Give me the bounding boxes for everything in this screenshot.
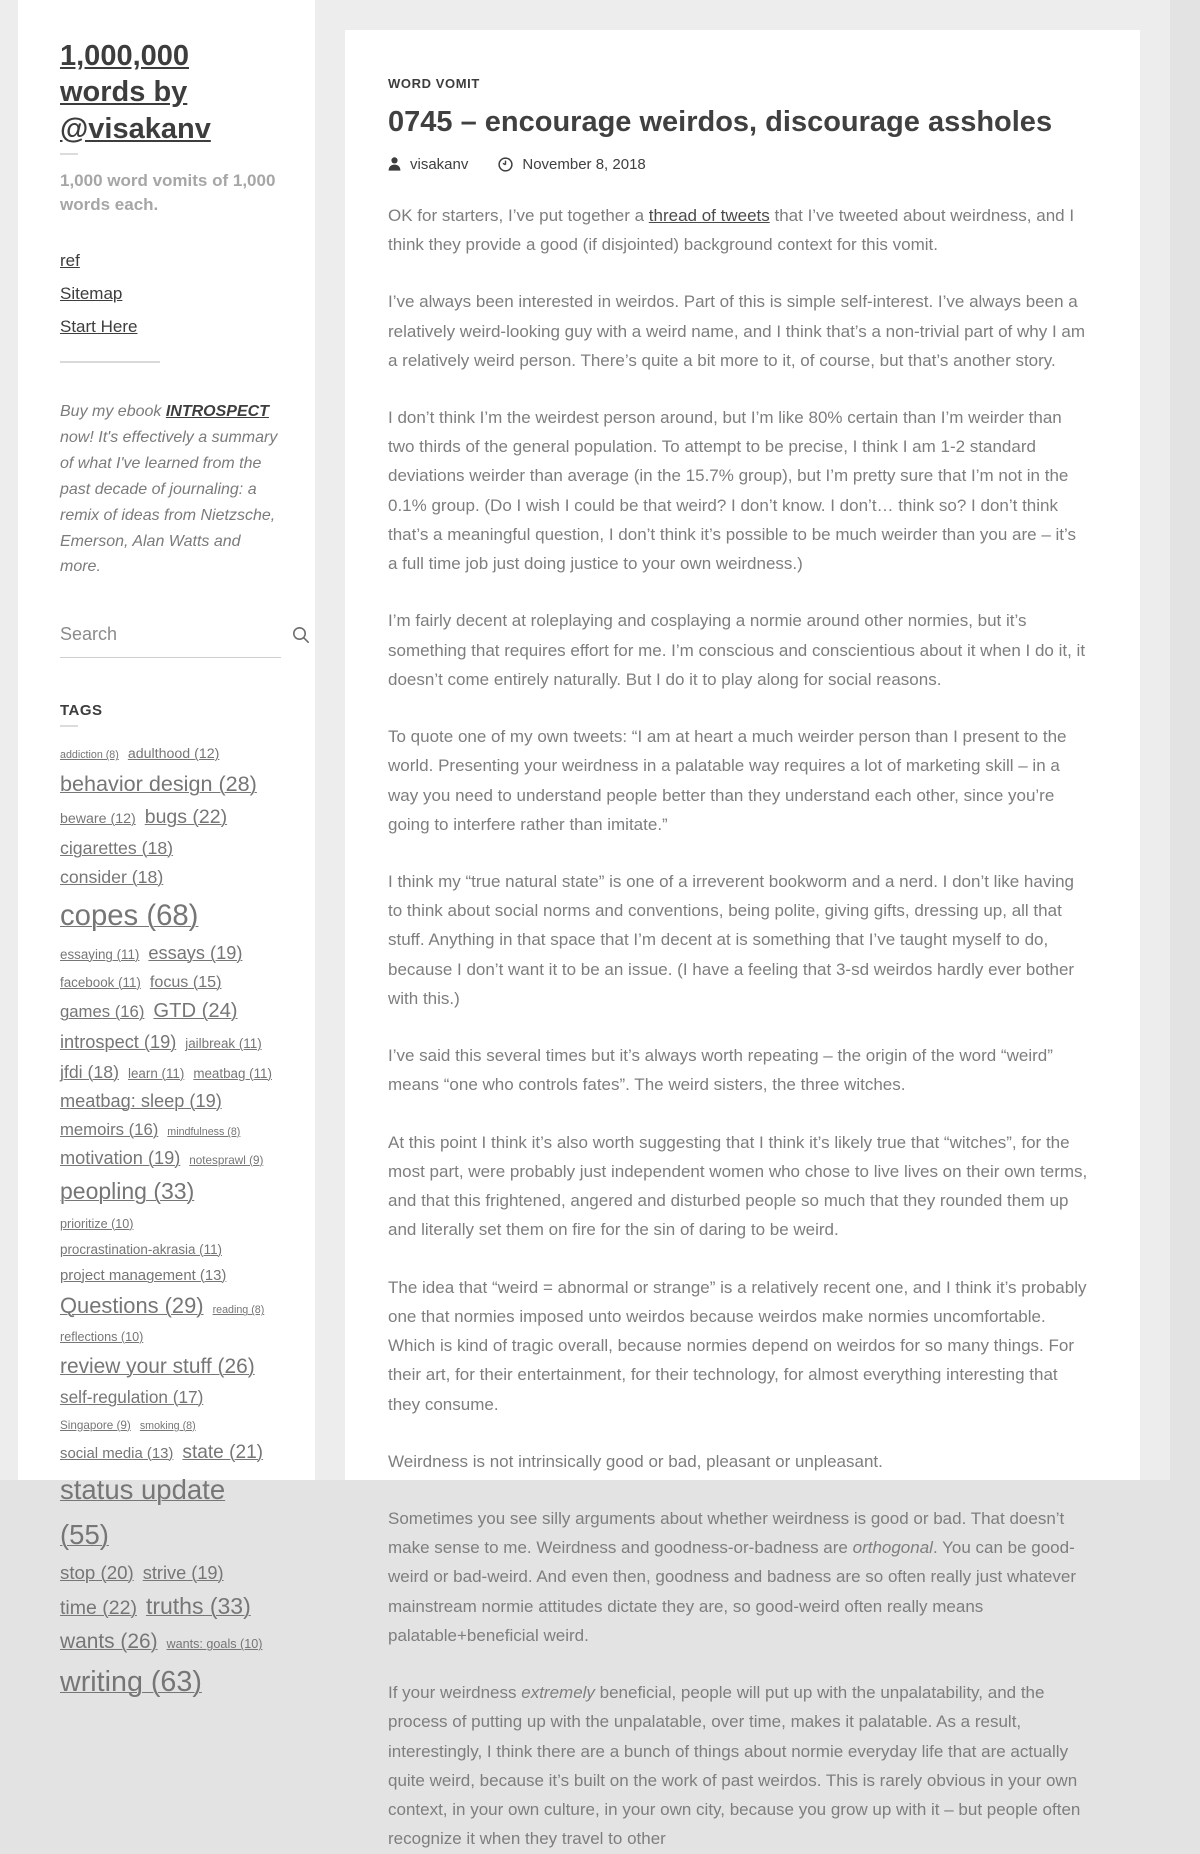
- sidebar-nav-ref[interactable]: ref: [60, 251, 80, 271]
- tag-jfdi[interactable]: jfdi (18): [60, 1061, 119, 1082]
- paragraph-text: I don’t think I’m the weirdest person around, but I’m like 80% certain than I’m weirder than two thirds of the general population. To attempt to be precise, I think I am 1-2 standard deviations weirder than average (in the 15.7% group), but I’m pretty sure that I’m not in the 0.1% group. (Do I wish I could be that weird? I don’t know. I don’t… think so? I don’t think that’s a meaningful question, I don’t think it’s possible to be much weirder than you are – it’s a full time job just doing justice to your own weirdness.): [388, 407, 1076, 574]
- paragraph-text: If your weirdness: [388, 1683, 522, 1703]
- person-icon: [388, 157, 401, 171]
- search-icon: [292, 632, 310, 647]
- tag-motivation[interactable]: motivation (19): [60, 1147, 181, 1168]
- post-meta: [388, 156, 1090, 173]
- emphasis-text: orthogonal: [852, 1538, 933, 1558]
- paragraph-text: OK for starters, I’ve put together a: [388, 205, 649, 225]
- paragraph-text: beneficial, people will put up with the unpalatability, and the process of putting up with the unpalatable, over time, makes it palatable. As a result, interestingly, I think there are a bunch of things about normie everyday life that are actually quite weird, because it’s built on the work of past weirdos. This is rarely obvious in your own context, in your own culture, in your own city, because you grow up with it – but people often recognize it when they travel to other: [388, 1683, 1081, 1849]
- site-title: [60, 38, 281, 147]
- promo-text-pre: Buy my ebook: [60, 403, 166, 421]
- search-button[interactable]: [292, 626, 310, 644]
- paragraph-text: I’m fairly decent at roleplaying and cosplaying a normie around other normies, but it’s something that requires effort for me. I’m conscious and conscientious about it when I do it, it doesn’t come entirely naturally. But I do it to play along for social reasons.: [388, 611, 1086, 689]
- tag-learn[interactable]: learn (11): [127, 1065, 185, 1081]
- article-paragraph: [388, 1041, 1090, 1099]
- tag-beware[interactable]: beware (12): [60, 811, 136, 828]
- site-tagline: 1,000 word vomits of 1,000 words each.: [60, 170, 276, 215]
- sidebar: [18, 0, 315, 1699]
- post-category[interactable]: WORD VOMIT: [388, 76, 480, 91]
- tag-cloud: [60, 741, 281, 1705]
- tag-notesprawl[interactable]: notesprawl (9): [189, 1153, 264, 1167]
- article-paragraph: [388, 867, 1090, 1013]
- tag-essaying[interactable]: essaying (11): [60, 947, 140, 963]
- tag-review-your-stuff[interactable]: review your stuff (26): [60, 1354, 255, 1378]
- tag-wants-goals[interactable]: wants: goals (10): [166, 1637, 263, 1652]
- site-title-link[interactable]: 1,000,000 words by @visakanv: [60, 40, 211, 145]
- tag-project-management[interactable]: project management (13): [60, 1267, 227, 1284]
- tag-jailbreak[interactable]: jailbreak (11): [185, 1036, 262, 1052]
- search-input[interactable]: [60, 624, 292, 645]
- post-date[interactable]: [498, 156, 645, 173]
- tag-behavior-design[interactable]: behavior design (28): [60, 771, 257, 797]
- paragraph-text: I think my “true natural state” is one of a irreverent bookworm and a nerd. I don’t like having to think about social norms and conventions, being polite, giving gifts, dressing up, all that stuff. Anything in that space that I’m decent at is something that I’ve taught myself to do, because I don’t want it to be an issue. (I have a feeling that 3-sd weirdos hardly ever bother with this.): [388, 872, 1075, 1008]
- emphasis-text: extremely: [521, 1683, 595, 1703]
- tag-time[interactable]: time (22): [60, 1597, 137, 1619]
- tag-state[interactable]: state (21): [182, 1441, 264, 1463]
- tag-singapore[interactable]: Singapore (9): [60, 1418, 131, 1432]
- tag-consider[interactable]: consider (18): [60, 866, 164, 887]
- introspect-ebook-link[interactable]: INTROSPECT: [165, 403, 269, 421]
- tag-bugs[interactable]: bugs (22): [144, 806, 228, 829]
- tag-focus[interactable]: focus (15): [149, 972, 222, 991]
- paragraph-text: . You can be good-weird or bad-weird. And even then, goodness and badness are so often really just whatever mainstream normie attitudes dictate they are, so good-weird often really means palatable+beneficial weird.: [388, 1538, 1076, 1645]
- tag-mindfulness[interactable]: mindfulness (8): [167, 1126, 241, 1139]
- date-text: November 8, 2018: [522, 155, 646, 173]
- tag-social-media[interactable]: social media (13): [60, 1445, 174, 1462]
- tag-games[interactable]: games (16): [60, 1002, 145, 1022]
- sidebar-nav-sitemap[interactable]: Sitemap: [60, 284, 123, 304]
- tag-essays[interactable]: essays (19): [148, 943, 243, 964]
- tag-procrastination-akrasia[interactable]: procrastination-akrasia (11): [60, 1241, 222, 1257]
- article-paragraph: [388, 403, 1090, 578]
- tags-heading: TAGS: [60, 702, 103, 720]
- paragraph-text: To quote one of my own tweets: “I am at heart a much weirder person than I present to the world. Presenting your weirdness in a palatable way requires a lot of marketing skill – in a way you need to understand people better than they understand each other, since you’re going to interfere rather than imitate.”: [388, 727, 1067, 834]
- tag-self-regulation[interactable]: self-regulation (17): [60, 1386, 204, 1407]
- article-paragraph: [388, 722, 1090, 839]
- paragraph-text: At this point I think it’s also worth suggesting that I think it’s likely true that “witches”, for the most part, were probably just independent women who chose to live lives on their own terms, and that this frightened, angered and disturbed people so much that they rounded them up and literally set them on fire for the sin of daring to be weird.: [388, 1132, 1088, 1240]
- clock-icon: [498, 157, 513, 172]
- tag-peopling[interactable]: peopling (33): [60, 1178, 195, 1205]
- article-paragraph: [388, 201, 1090, 259]
- tag-meatbag-sleep[interactable]: meatbag: sleep (19): [60, 1090, 222, 1111]
- ebook-promo: [60, 399, 281, 580]
- main-content: [345, 30, 1140, 1849]
- tag-smoking[interactable]: smoking (8): [139, 1419, 196, 1432]
- tag-reflections[interactable]: reflections (10): [60, 1329, 144, 1344]
- tag-facebook[interactable]: facebook (11): [60, 974, 141, 990]
- sidebar-divider: [60, 361, 160, 363]
- article-paragraph: [388, 1273, 1090, 1419]
- tag-prioritize[interactable]: prioritize (10): [60, 1216, 134, 1231]
- tag-stop[interactable]: stop (20): [60, 1561, 134, 1583]
- tag-cigarettes[interactable]: cigarettes (18): [60, 837, 174, 858]
- article-paragraph: [388, 606, 1090, 694]
- tag-memoirs[interactable]: memoirs (16): [60, 1120, 159, 1140]
- paragraph-text: that I’ve tweeted about weirdness, and I think they provide a good (if disjointed) background context for this vomit.: [388, 205, 1075, 255]
- paragraph-text: Sometimes you see silly arguments about whether weirdness is good or bad. That doesn’t make sense to me. Weirdness and goodness-or-badness are: [388, 1509, 1065, 1558]
- promo-text-post: now! It's effectively a summary of what I've learned from the past decade of journaling: a remix of ideas from Nietzsche, Emerson, Alan Watts and more.: [60, 428, 278, 576]
- post-body: [388, 201, 1090, 1854]
- post-title: 0745 – encourage weirdos, discourage assholes: [388, 106, 1053, 138]
- article-paragraph: [388, 287, 1090, 375]
- search-form: [60, 624, 281, 658]
- post-author[interactable]: [388, 156, 468, 173]
- tag-gtd[interactable]: GTD (24): [153, 1000, 238, 1023]
- tag-writing[interactable]: writing (63): [60, 1666, 202, 1699]
- tag-copes[interactable]: copes (68): [60, 898, 199, 932]
- sidebar-nav-start-here[interactable]: Start Here: [60, 317, 138, 337]
- paragraph-text: I’ve always been interested in weirdos. Part of this is simple self-interest. I’ve always been a relatively weird-looking guy with a weird name, and I think that’s a non-trivial part of why I am a relatively weird person. There’s quite a bit more to it, of course, but that’s another story.: [388, 292, 1086, 370]
- article-paragraph: [388, 1128, 1090, 1245]
- tag-introspect[interactable]: introspect (19): [60, 1032, 177, 1053]
- tag-meatbag[interactable]: meatbag (11): [193, 1065, 272, 1081]
- tag-truths[interactable]: truths (33): [145, 1593, 251, 1619]
- title-rule: [60, 153, 78, 155]
- article-paragraph: [388, 1447, 1090, 1476]
- tag-strive[interactable]: strive (19): [142, 1562, 224, 1583]
- sidebar-nav: [60, 252, 281, 335]
- inline-link-thread-of-tweets[interactable]: thread of tweets: [648, 205, 770, 225]
- tag-questions[interactable]: Questions (29): [60, 1293, 204, 1319]
- tag-reading[interactable]: reading (8): [212, 1304, 265, 1317]
- author-name: visakanv: [410, 155, 469, 173]
- paragraph-text: I’ve said this several times but it’s always worth repeating – the origin of the word “weird” means “one who controls fates”. The weird sisters, the three witches.: [388, 1046, 1053, 1095]
- article: [388, 76, 1090, 1854]
- paragraph-text: The idea that “weird = abnormal or strange” is a relatively recent one, and I think it’s probably one that normies imposed unto weirdos because weirdos make normies uncomfortable. Which is kind of tragic overall, because normies depend on weirdos for so many things. For their art, for their entertainment, for their technology, for almost everything interesting that they consume.: [388, 1277, 1087, 1414]
- tags-rule: [60, 725, 78, 727]
- article-paragraph: [388, 1678, 1090, 1853]
- article-paragraph: [388, 1504, 1090, 1650]
- tag-status-update[interactable]: status update (55): [60, 1474, 226, 1550]
- tag-adulthood[interactable]: adulthood (12): [127, 746, 220, 763]
- paragraph-text: Weirdness is not intrinsically good or bad, pleasant or unpleasant.: [388, 1451, 883, 1471]
- tag-addiction[interactable]: addiction (8): [60, 749, 119, 762]
- tag-wants[interactable]: wants (26): [60, 1630, 158, 1654]
